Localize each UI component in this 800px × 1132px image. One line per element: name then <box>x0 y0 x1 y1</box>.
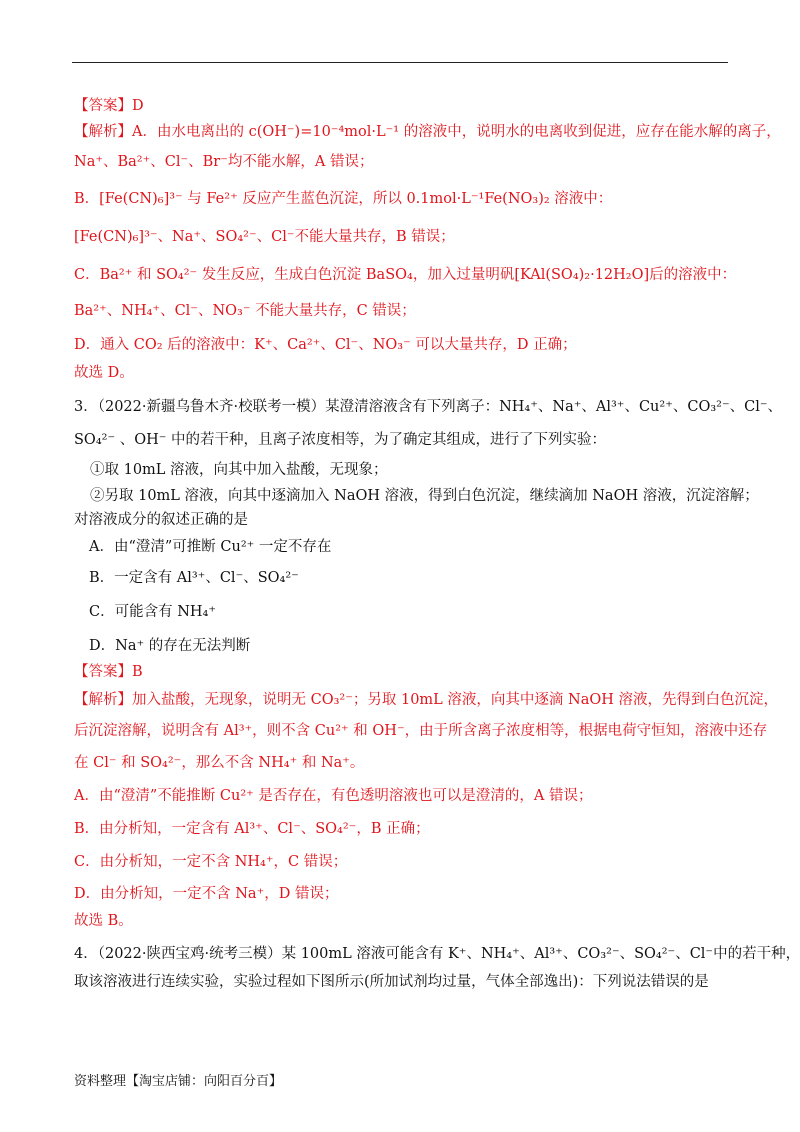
header-rule <box>72 62 728 63</box>
option-b: B．一定含有 Al³⁺、Cl⁻、SO₄²⁻ <box>89 570 299 586</box>
conclusion-line: 故选 B。 <box>74 913 133 929</box>
question-3-stem: SO₄²⁻ 、OH⁻ 中的若干种，且离子浓度相等，为了确定其组成，进行了下列实验： <box>74 432 607 448</box>
experiment-step: ②另取 10mL 溶液，向其中逐滴加入 NaOH 溶液，得到白色沉淀，继续滴加 NaOH 溶液，沉淀溶解； <box>90 488 759 504</box>
option-d: D．Na⁺ 的存在无法判断 <box>89 638 251 654</box>
analysis-line: B．[Fe(CN)₆]³⁻ 与 Fe²⁺ 反应产生蓝色沉淀，所以 0.1mol·L⁻¹Fe(NO₃)₂ 溶液中： <box>74 191 613 207</box>
question-3-prompt: 对溶液成分的叙述正确的是 <box>74 512 248 528</box>
analysis-line: D．通入 CO₂ 后的溶液中：K⁺、Ca²⁺、Cl⁻、NO₃⁻ 可以大量共存，D 正确； <box>74 337 577 353</box>
analysis-line: B．由分析知，一定含有 Al³⁺、Cl⁻、SO₄²⁻，B 正确； <box>74 821 430 837</box>
question-4-stem: 4．（2022·陕西宝鸡·统考三模）某 100mL 溶液可能含有 K⁺、NH₄⁺、Al³⁺、CO₃²⁻、SO₄²⁻、Cl⁻中的若干种， <box>74 946 800 962</box>
analysis-line: 后沉淀溶解，说明含有 Al³⁺，则不含 Cu²⁺ 和 OH⁻，由于所含离子浓度相等，根据电荷守恒知，溶液中还存 <box>74 723 768 739</box>
analysis-line: Ba²⁺、NH₄⁺、Cl⁻、NO₃⁻ 不能大量共存，C 错误； <box>74 303 416 319</box>
analysis-line: A．由“澄清”不能推断 Cu²⁺ 是否存在，有色透明溶液也可以是澄清的，A 错误； <box>74 788 593 804</box>
conclusion-line: 故选 D。 <box>74 365 134 381</box>
analysis-line: 在 Cl⁻ 和 SO₄²⁻，那么不含 NH₄⁺ 和 Na⁺。 <box>74 755 365 771</box>
question-4-stem: 取该溶液进行连续实验，实验过程如下图所示(所加试剂均过量，气体全部逸出)：下列说法错误的是 <box>74 974 709 990</box>
answer-label: 【答案】B <box>74 664 143 680</box>
option-a: A．由“澄清”可推断 Cu²⁺ 一定不存在 <box>89 539 332 555</box>
analysis-line: Na⁺、Ba²⁺、Cl⁻、Br⁻均不能水解，A 错误； <box>74 154 374 170</box>
question-3-stem: 3．（2022·新疆乌鲁木齐·校联考一模）某澄清溶液含有下列离子：NH₄⁺、Na⁺、Al³⁺、Cu²⁺、CO₃²⁻、Cl⁻、 <box>74 399 782 415</box>
experiment-step: ①取 10mL 溶液，向其中加入盐酸，无现象； <box>90 462 388 478</box>
option-c: C．可能含有 NH₄⁺ <box>89 604 217 620</box>
analysis-line: C．由分析知，一定不含 NH₄⁺，C 错误； <box>74 854 348 870</box>
analysis-line: 【解析】加入盐酸，无现象，说明无 CO₃²⁻；另取 10mL 溶液，向其中逐滴 NaOH 溶液，先得到白色沉淀， <box>74 692 778 708</box>
analysis-line: 【解析】A．由水电离出的 c(OH⁻)=10⁻⁴mol·L⁻¹ 的溶液中，说明水的电离收到促进，应存在能水解的离子， <box>74 124 781 140</box>
analysis-line: [Fe(CN)₆]³⁻、Na⁺、SO₄²⁻、Cl⁻不能大量共存，B 错误； <box>74 229 455 245</box>
analysis-line: D．由分析知，一定不含 Na⁺，D 错误； <box>74 886 339 902</box>
analysis-line: C．Ba²⁺ 和 SO₄²⁻ 发生反应，生成白色沉淀 BaSO₄，加入过量明矾[KAl(SO₄)₂·12H₂O]后的溶液中： <box>74 267 737 283</box>
footer-source: 资料整理【淘宝店铺：向阳百分百】 <box>74 1074 283 1089</box>
answer-label: 【答案】D <box>74 98 144 114</box>
